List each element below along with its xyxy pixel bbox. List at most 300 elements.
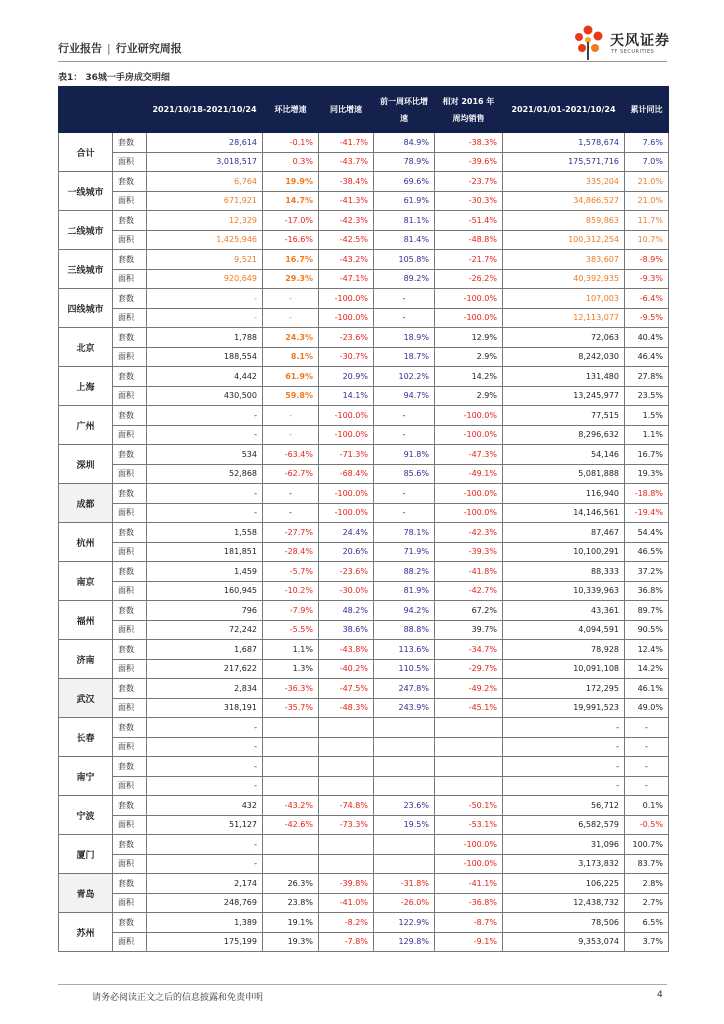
data-cell: -0.5% [625,815,669,835]
data-cell: 16.7% [263,250,319,270]
data-cell: -68.4% [319,464,374,484]
data-cell: 534 [147,445,263,465]
data-cell: 46.1% [625,679,669,699]
data-cell: 248,769 [147,893,263,913]
data-cell: 12,113,077 [503,308,625,328]
metric-type: 面积 [113,191,147,211]
region-name: 二线城市 [59,211,113,250]
metric-type: 套数 [113,757,147,777]
data-cell: -73.3% [319,815,374,835]
table-row [59,523,669,543]
metric-type: 套数 [113,172,147,192]
data-cell: -48.8% [435,230,503,250]
data-cell: 10,339,963 [503,581,625,601]
table-row [59,893,669,913]
data-cell [319,835,374,855]
data-cell [263,757,319,777]
table-body [59,133,669,952]
data-cell: 88.2% [374,562,435,582]
metric-type: 面积 [113,737,147,757]
data-cell: 110.5% [374,659,435,679]
data-cell: - [625,776,669,796]
data-cell: -100.0% [435,484,503,504]
data-cell: 78.9% [374,152,435,172]
data-cell [374,737,435,757]
data-cell: 19.5% [374,815,435,835]
data-cell: -71.3% [319,445,374,465]
data-cell: - [374,503,435,523]
data-cell: -47.1% [319,269,374,289]
data-cell: 100,312,254 [503,230,625,250]
data-cell: -36.3% [263,679,319,699]
data-cell: 3.7% [625,932,669,952]
data-cell: - [147,737,263,757]
data-cell: -100.0% [435,406,503,426]
data-cell: -42.3% [319,211,374,231]
region-name: 北京 [59,328,113,367]
data-cell: -74.8% [319,796,374,816]
data-cell: 1.5% [625,406,669,426]
data-cell: -28.4% [263,542,319,562]
data-cell: 181,851 [147,542,263,562]
data-cell: 9,353,074 [503,932,625,952]
data-cell: 10,100,291 [503,542,625,562]
transaction-table [58,86,669,952]
data-cell: -62.7% [263,464,319,484]
data-cell: -43.8% [319,640,374,660]
data-cell: -7.8% [319,932,374,952]
metric-type: 面积 [113,620,147,640]
data-cell: 19.3% [263,932,319,952]
data-cell: 432 [147,796,263,816]
table-row [59,562,669,582]
data-cell: - [147,835,263,855]
metric-type: 套数 [113,874,147,894]
header-rule [58,61,667,62]
metric-type: 面积 [113,230,147,250]
data-cell: -38.4% [319,172,374,192]
data-cell: 48.2% [319,601,374,621]
metric-type: 套数 [113,523,147,543]
table-header-row [59,87,669,133]
data-cell: 1,558 [147,523,263,543]
table-row [59,503,669,523]
data-cell: -34.7% [435,640,503,660]
data-cell: 78,928 [503,640,625,660]
data-cell: 1.1% [625,425,669,445]
region-name: 南宁 [59,757,113,796]
region-name: 成都 [59,484,113,523]
data-cell: 430,500 [147,386,263,406]
data-cell: -30.7% [319,347,374,367]
data-cell: 14,146,561 [503,503,625,523]
data-cell: 0.3% [263,152,319,172]
data-cell: 85.6% [374,464,435,484]
column-header [59,87,113,133]
data-cell: 671,921 [147,191,263,211]
data-cell [263,835,319,855]
data-cell: 7.6% [625,133,669,153]
metric-type: 面积 [113,386,147,406]
metric-type: 面积 [113,854,147,874]
data-cell: -63.4% [263,445,319,465]
data-cell [374,757,435,777]
data-cell: 59.8% [263,386,319,406]
data-cell: 2.7% [625,893,669,913]
logo-flower-icon [571,22,607,62]
data-cell: -29.7% [435,659,503,679]
data-cell: -26.2% [435,269,503,289]
table-row [59,386,669,406]
data-cell: 29.3% [263,269,319,289]
data-cell: -42.3% [435,523,503,543]
region-name: 杭州 [59,523,113,562]
table-row [59,250,669,270]
data-cell [263,776,319,796]
data-cell: 34,866,527 [503,191,625,211]
data-cell: 6,764 [147,172,263,192]
data-cell: -30.3% [435,191,503,211]
data-cell: 18.9% [374,328,435,348]
logo-name: 天风证券 [610,33,670,49]
metric-type: 面积 [113,815,147,835]
data-cell: -49.1% [435,464,503,484]
data-cell: - [263,289,319,309]
data-cell: - [625,757,669,777]
metric-type: 面积 [113,347,147,367]
data-cell: -21.7% [435,250,503,270]
data-cell: -36.8% [435,893,503,913]
data-cell: -100.0% [319,484,374,504]
data-cell: 21.0% [625,191,669,211]
data-cell: -47.3% [435,445,503,465]
data-cell: 217,622 [147,659,263,679]
metric-type: 套数 [113,211,147,231]
data-cell: 920,649 [147,269,263,289]
data-cell: 8,296,632 [503,425,625,445]
region-name: 南京 [59,562,113,601]
region-name: 三线城市 [59,250,113,289]
data-cell [435,718,503,738]
data-cell: -16.6% [263,230,319,250]
data-cell: 84.9% [374,133,435,153]
data-cell: -47.5% [319,679,374,699]
data-cell: - [374,484,435,504]
data-cell: - [263,406,319,426]
metric-type: 面积 [113,542,147,562]
data-cell: 56,712 [503,796,625,816]
data-cell: - [374,425,435,445]
table-row [59,737,669,757]
table-row [59,328,669,348]
data-cell: 12.9% [435,328,503,348]
data-cell: -100.0% [435,835,503,855]
data-cell: -23.6% [319,328,374,348]
table-row [59,835,669,855]
data-cell: -23.6% [319,562,374,582]
data-cell: 23.8% [263,893,319,913]
data-cell: -26.0% [374,893,435,913]
data-cell: -0.1% [263,133,319,153]
region-name: 福州 [59,601,113,640]
data-cell: 43,361 [503,601,625,621]
data-cell: 1,389 [147,913,263,933]
data-cell: 51,127 [147,815,263,835]
data-cell: 72,242 [147,620,263,640]
data-cell: 16.7% [625,445,669,465]
data-cell: -40.2% [319,659,374,679]
data-cell: 61.9% [374,191,435,211]
data-cell: -9.1% [435,932,503,952]
data-cell: -8.9% [625,250,669,270]
data-cell: -39.3% [435,542,503,562]
data-cell: -39.6% [435,152,503,172]
data-cell: - [147,776,263,796]
data-cell: 90.5% [625,620,669,640]
data-cell: 172,295 [503,679,625,699]
data-cell: 107,003 [503,289,625,309]
data-cell: 160,945 [147,581,263,601]
data-cell: 61.9% [263,367,319,387]
data-cell: 247.8% [374,679,435,699]
data-cell [319,737,374,757]
data-cell: -5.5% [263,620,319,640]
data-cell: - [374,289,435,309]
data-cell: -43.2% [263,796,319,816]
metric-type: 面积 [113,308,147,328]
data-cell: 188,554 [147,347,263,367]
data-cell: -100.0% [319,503,374,523]
data-cell: -38.3% [435,133,503,153]
data-cell: - [263,484,319,504]
data-cell [374,776,435,796]
data-cell: 106,225 [503,874,625,894]
data-cell: 38.6% [319,620,374,640]
metric-type: 套数 [113,406,147,426]
data-cell: 1,459 [147,562,263,582]
data-cell: 89.7% [625,601,669,621]
table-row [59,874,669,894]
data-cell: -100.0% [319,425,374,445]
metric-type: 套数 [113,913,147,933]
tf-securities-logo [571,22,675,62]
data-cell: -41.0% [319,893,374,913]
data-cell: 28,614 [147,133,263,153]
data-cell: 1,425,946 [147,230,263,250]
data-cell: -100.0% [435,854,503,874]
data-cell: 175,571,716 [503,152,625,172]
data-cell: - [147,484,263,504]
data-cell: 67.2% [435,601,503,621]
data-cell: -9.5% [625,308,669,328]
table-row [59,406,669,426]
data-cell: 7.0% [625,152,669,172]
table-row [59,601,669,621]
data-cell: - [374,308,435,328]
table-row [59,445,669,465]
data-cell: -19.4% [625,503,669,523]
data-cell: - [263,425,319,445]
metric-type: 面积 [113,776,147,796]
data-cell: - [503,718,625,738]
region-name: 武汉 [59,679,113,718]
data-cell: - [503,737,625,757]
data-cell: 37.2% [625,562,669,582]
data-cell: - [625,737,669,757]
data-cell: -41.1% [435,874,503,894]
table-row [59,152,669,172]
region-name: 广州 [59,406,113,445]
data-cell: 23.5% [625,386,669,406]
column-header: 环比增速 [263,87,319,133]
data-cell: 77,515 [503,406,625,426]
metric-type: 面积 [113,269,147,289]
data-cell: - [147,854,263,874]
data-cell: -50.1% [435,796,503,816]
data-cell: 116,940 [503,484,625,504]
data-cell: 1,687 [147,640,263,660]
data-cell: 46.5% [625,542,669,562]
region-name: 青岛 [59,874,113,913]
data-cell: -43.2% [319,250,374,270]
column-header: 2021/01/01-2021/10/24 [503,87,625,133]
metric-type: 套数 [113,835,147,855]
data-cell: 54,146 [503,445,625,465]
data-cell: - [147,718,263,738]
data-cell: 81.9% [374,581,435,601]
data-cell: 4,094,591 [503,620,625,640]
data-cell: - [374,406,435,426]
data-cell: 14.1% [319,386,374,406]
table-row [59,913,669,933]
data-cell: -27.7% [263,523,319,543]
metric-type: 套数 [113,796,147,816]
metric-type: 面积 [113,425,147,445]
data-cell: 69.6% [374,172,435,192]
table-row [59,640,669,660]
region-name: 深圳 [59,445,113,484]
data-cell [319,854,374,874]
data-cell: 335,204 [503,172,625,192]
data-cell: 49.0% [625,698,669,718]
table-row [59,308,669,328]
data-cell: 52,868 [147,464,263,484]
data-cell: -100.0% [435,308,503,328]
table-row [59,679,669,699]
data-cell: -41.3% [319,191,374,211]
data-cell: 20.6% [319,542,374,562]
data-cell: 88.8% [374,620,435,640]
table-row [59,367,669,387]
column-header: 累计同比 [625,87,669,133]
table-row [59,191,669,211]
data-cell: 12,438,732 [503,893,625,913]
data-cell: 14.7% [263,191,319,211]
data-cell: -7.9% [263,601,319,621]
data-cell: 6.5% [625,913,669,933]
data-cell: 89.2% [374,269,435,289]
metric-type: 套数 [113,367,147,387]
data-cell: 102.2% [374,367,435,387]
data-cell: -39.8% [319,874,374,894]
data-cell: 1,578,674 [503,133,625,153]
data-cell [319,757,374,777]
data-cell: 88,333 [503,562,625,582]
data-cell [319,776,374,796]
metric-type: 面积 [113,698,147,718]
table-row [59,776,669,796]
data-cell: 1,788 [147,328,263,348]
data-cell: 4,442 [147,367,263,387]
column-header [113,87,147,133]
data-cell: 23.6% [374,796,435,816]
data-cell: 91.8% [374,445,435,465]
metric-type: 套数 [113,562,147,582]
metric-type: 面积 [113,659,147,679]
data-cell: -48.3% [319,698,374,718]
table-row [59,289,669,309]
table-row [59,542,669,562]
data-cell [263,854,319,874]
data-cell: 40,392,935 [503,269,625,289]
data-cell: 1.3% [263,659,319,679]
data-cell [435,737,503,757]
metric-type: 套数 [113,718,147,738]
data-cell: 94.2% [374,601,435,621]
data-cell: 12,329 [147,211,263,231]
data-cell: 10,091,108 [503,659,625,679]
data-cell: - [147,425,263,445]
data-cell: 2,834 [147,679,263,699]
data-cell: 113.6% [374,640,435,660]
table-row [59,718,669,738]
data-cell: -42.5% [319,230,374,250]
data-cell: 122.9% [374,913,435,933]
metric-type: 面积 [113,503,147,523]
data-cell: - [263,308,319,328]
data-cell: 2.9% [435,347,503,367]
metric-type: 套数 [113,484,147,504]
data-cell: -43.7% [319,152,374,172]
data-cell: -49.2% [435,679,503,699]
data-cell: 14.2% [435,367,503,387]
data-cell: 6,582,579 [503,815,625,835]
data-cell: 27.8% [625,367,669,387]
data-cell: - [147,308,263,328]
data-cell: 40.4% [625,328,669,348]
region-name: 长春 [59,718,113,757]
data-cell: - [625,718,669,738]
data-cell: -5.7% [263,562,319,582]
data-cell: 19.1% [263,913,319,933]
header-category: 行业报告 [58,42,102,55]
data-cell: 71.9% [374,542,435,562]
data-cell: 383,607 [503,250,625,270]
metric-type: 面积 [113,893,147,913]
table-row [59,620,669,640]
metric-type: 面积 [113,152,147,172]
data-cell: 13,245,977 [503,386,625,406]
data-cell: 18.7% [374,347,435,367]
table-row [59,464,669,484]
data-cell: 36.8% [625,581,669,601]
table-row [59,425,669,445]
region-name: 厦门 [59,835,113,874]
table-row [59,133,669,153]
region-name: 上海 [59,367,113,406]
data-cell: 72,063 [503,328,625,348]
data-cell: 243.9% [374,698,435,718]
